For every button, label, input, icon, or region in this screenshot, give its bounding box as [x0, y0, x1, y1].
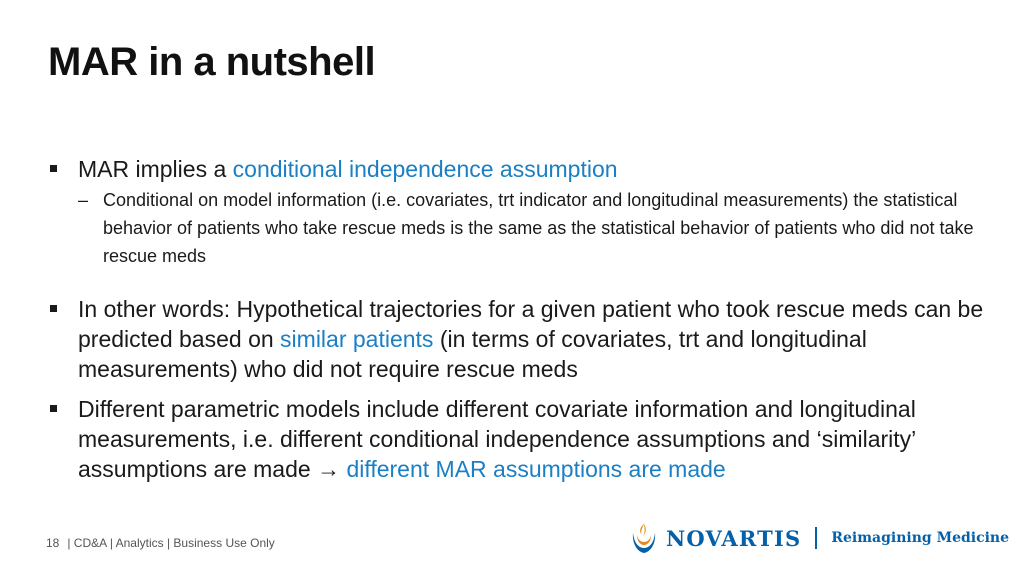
- highlighted-text: conditional independence assumption: [232, 156, 618, 182]
- page-number: 18: [46, 536, 60, 550]
- novartis-logo: [630, 518, 1009, 558]
- bullet-item: [48, 294, 996, 384]
- footer: [46, 535, 275, 551]
- bullet-text: Different parametric models include different covariate information and longitudinal measurements, i.e. different conditional independence assumptions and ‘similarity’ assumptions are made →: [78, 396, 916, 482]
- novartis-flame-icon: [630, 521, 658, 555]
- bullet-item: [48, 394, 996, 484]
- slide-title: MAR in a nutshell: [48, 40, 376, 84]
- footer-text: | CD&A | Analytics | Business Use Only: [67, 536, 275, 550]
- bullet-text: In other words: Hypothetical trajectories for a given patient who took rescue meds can be predicted based on: [78, 296, 984, 352]
- bullet-spacer: [48, 284, 996, 294]
- highlighted-text: different MAR assumptions are made: [346, 456, 726, 482]
- dash-bullet-icon: –: [78, 190, 89, 210]
- bullet-text: MAR implies a: [78, 156, 233, 182]
- logo-divider: [815, 527, 817, 549]
- bullet-text: (in terms of covariates, trt and longitudinal measurements) who did not require rescue meds: [78, 326, 867, 382]
- sub-bullet-item: [78, 186, 996, 270]
- bullet-spacer: [48, 384, 996, 394]
- bullet-item: [48, 154, 996, 184]
- bullet-list: [48, 154, 996, 484]
- brand-name: NOVARTIS: [666, 525, 802, 551]
- highlighted-text: similar patients: [280, 326, 434, 352]
- square-bullet-icon: [50, 405, 57, 412]
- sub-bullet-text: Conditional on model information (i.e. covariates, trt indicator and longitudinal measurements) the statistical behavior of patients who take rescue meds is the same as the statistical behavior of patients who did not take rescue meds: [103, 190, 974, 266]
- square-bullet-icon: [50, 305, 57, 312]
- square-bullet-icon: [50, 165, 57, 172]
- brand-tagline: Reimagining Medicine: [831, 530, 1010, 546]
